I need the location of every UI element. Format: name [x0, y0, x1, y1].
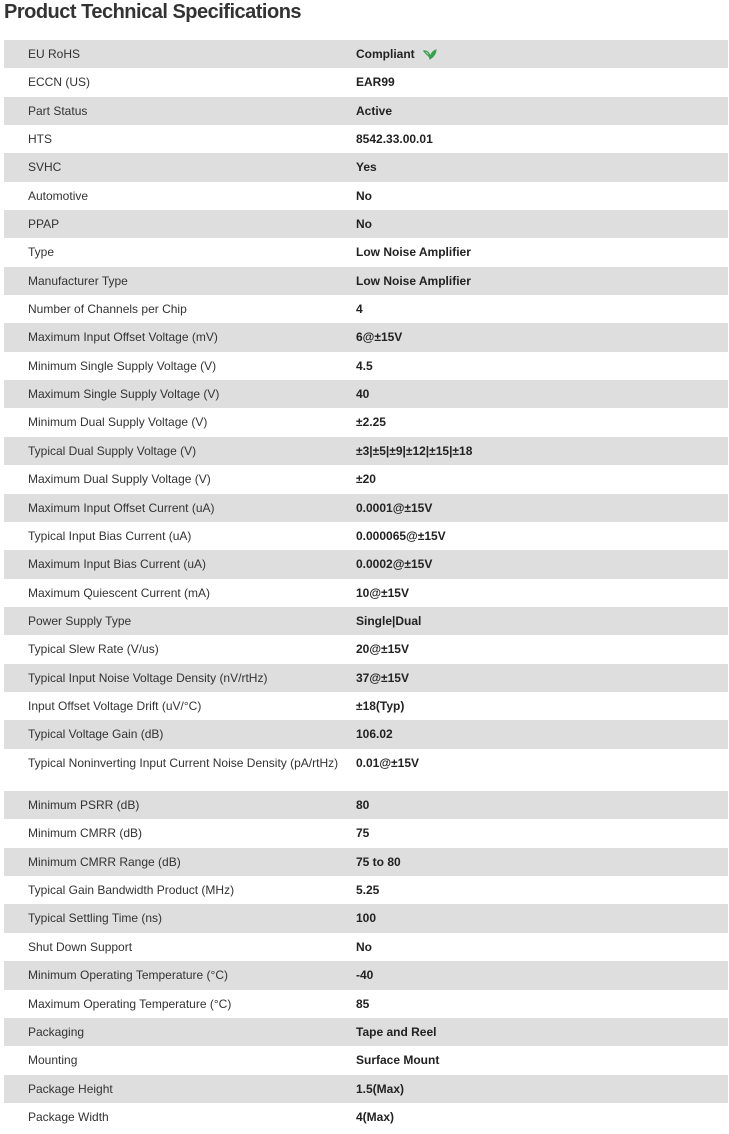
spec-label: Maximum Input Offset Current (uA) — [28, 500, 215, 515]
spec-value — [356, 97, 392, 118]
spec-value-text: 10@±15V — [356, 585, 409, 600]
spec-label: Typical Slew Rate (V/us) — [28, 642, 159, 657]
spec-row — [4, 635, 728, 663]
spec-label: Typical Input Bias Current (uA) — [28, 528, 192, 543]
spec-value-text: 0.000065@±15V — [356, 528, 446, 543]
spec-label: Package Width — [28, 1109, 109, 1124]
spec-value — [356, 68, 395, 89]
spec-value-text: 4.5 — [356, 358, 373, 373]
spec-value-text: 5.25 — [356, 883, 380, 898]
spec-value — [356, 961, 373, 982]
spec-value — [356, 791, 369, 812]
spec-row — [4, 904, 728, 932]
spec-row — [4, 1075, 728, 1103]
spec-value — [356, 550, 432, 571]
spec-label: Minimum CMRR (dB) — [28, 826, 142, 841]
spec-value-text: 100 — [356, 911, 377, 926]
spec-row — [4, 380, 728, 408]
spec-row — [4, 664, 728, 692]
spec-row — [4, 295, 728, 323]
spec-row — [4, 1103, 728, 1131]
spec-value — [356, 990, 369, 1011]
spec-value — [356, 40, 437, 61]
spec-row — [4, 323, 728, 351]
spec-value-text: Low Noise Amplifier — [356, 245, 471, 260]
spec-label: Packaging — [28, 1024, 85, 1039]
spec-value-text: 0.0001@±15V — [356, 500, 433, 515]
leaf-icon — [423, 48, 437, 60]
spec-row — [4, 153, 728, 181]
spec-row — [4, 352, 728, 380]
spec-value-text: ±3|±5|±9|±12|±15|±18 — [356, 443, 473, 458]
spec-value-text: Surface Mount — [356, 1053, 440, 1068]
spec-row — [4, 408, 728, 436]
spec-value-text: -40 — [356, 968, 374, 983]
spec-row — [4, 819, 728, 847]
spec-label: Part Status — [28, 103, 88, 118]
spec-label: Number of Channels per Chip — [28, 302, 187, 317]
spec-label: SVHC — [28, 160, 62, 175]
spec-row — [4, 720, 728, 748]
spec-row — [4, 97, 728, 125]
spec-row — [4, 550, 728, 578]
spec-value — [356, 933, 372, 954]
spec-row — [4, 749, 728, 792]
spec-row — [4, 933, 728, 961]
spec-value-text: 8542.33.00.01 — [356, 132, 433, 147]
spec-value — [356, 125, 433, 146]
spec-label: Typical Settling Time (ns) — [28, 911, 163, 926]
spec-value-text: 0.0002@±15V — [356, 557, 433, 572]
spec-label: EU RoHS — [28, 47, 81, 61]
spec-row — [4, 607, 728, 635]
spec-value-text: ±18(Typ) — [356, 698, 405, 713]
spec-row — [4, 990, 728, 1018]
spec-row — [4, 267, 728, 295]
spec-label: Maximum Input Bias Current (uA) — [28, 557, 207, 572]
specs-table — [4, 40, 728, 1131]
spec-label: Minimum Dual Supply Voltage (V) — [28, 415, 208, 430]
spec-value — [356, 153, 377, 174]
spec-value — [356, 1075, 404, 1096]
spec-value — [356, 904, 376, 925]
spec-value-text: 20@±15V — [356, 642, 409, 657]
spec-label: Typical Voltage Gain (dB) — [28, 727, 164, 742]
spec-value — [356, 494, 432, 515]
spec-value-text: Low Noise Amplifier — [356, 273, 471, 288]
spec-label: Maximum Dual Supply Voltage (V) — [28, 472, 211, 487]
spec-row — [4, 579, 728, 607]
spec-label: Shut Down Support — [28, 939, 133, 954]
spec-value — [356, 1018, 436, 1039]
spec-row — [4, 692, 728, 720]
spec-value-text: 6@±15V — [356, 330, 403, 345]
spec-label: Mounting — [28, 1053, 78, 1068]
spec-value-text: 75 — [356, 826, 370, 841]
spec-row — [4, 494, 728, 522]
spec-value-text: No — [356, 217, 372, 232]
spec-value — [356, 437, 472, 458]
spec-value — [356, 579, 409, 600]
spec-value — [356, 692, 404, 713]
spec-row — [4, 465, 728, 493]
spec-value — [356, 238, 471, 259]
spec-value — [356, 267, 471, 288]
spec-value-text: No — [356, 188, 372, 203]
spec-value — [356, 1103, 394, 1124]
spec-row — [4, 522, 728, 550]
spec-value — [356, 607, 421, 628]
spec-value — [356, 635, 409, 656]
spec-value — [356, 210, 372, 231]
spec-label: Automotive — [28, 188, 89, 203]
spec-value-text: Active — [356, 103, 393, 118]
spec-row — [4, 238, 728, 266]
spec-label: Minimum CMRR Range (dB) — [28, 854, 181, 869]
spec-value-text: Tape and Reel — [356, 1024, 437, 1039]
spec-row — [4, 40, 728, 68]
spec-row — [4, 68, 728, 96]
spec-label: Maximum Input Offset Voltage (mV) — [28, 330, 218, 345]
spec-label: Maximum Single Supply Voltage (V) — [28, 387, 220, 402]
spec-row — [4, 876, 728, 904]
spec-value-text: 75 to 80 — [356, 854, 401, 869]
spec-value — [356, 408, 386, 429]
spec-row — [4, 961, 728, 989]
spec-label: Minimum PSRR (dB) — [28, 798, 140, 813]
spec-value-text: 37@±15V — [356, 670, 409, 685]
spec-value-text: 80 — [356, 798, 370, 813]
spec-value — [356, 352, 373, 373]
spec-label: Maximum Operating Temperature (°C) — [28, 996, 232, 1011]
spec-label: Type — [28, 245, 55, 260]
spec-row — [4, 182, 728, 210]
spec-row — [4, 848, 728, 876]
spec-value-text: 4(Max) — [356, 1109, 395, 1124]
spec-row — [4, 1046, 728, 1074]
spec-value — [356, 720, 393, 741]
spec-value — [356, 380, 369, 401]
spec-label: PPAP — [28, 217, 60, 232]
spec-row — [4, 437, 728, 465]
spec-label: ECCN (US) — [28, 75, 90, 90]
spec-value — [356, 664, 409, 685]
spec-value — [356, 522, 446, 543]
spec-row — [4, 125, 728, 153]
spec-value-text: 4 — [356, 302, 363, 317]
spec-value — [356, 819, 369, 840]
spec-row — [4, 210, 728, 238]
spec-value-text: 1.5(Max) — [356, 1081, 405, 1096]
spec-label: Power Supply Type — [28, 613, 132, 628]
spec-value — [356, 876, 379, 897]
spec-value-text: ±2.25 — [356, 415, 386, 430]
spec-value-text: No — [356, 939, 372, 954]
spec-value — [356, 1046, 439, 1067]
spec-label: Manufacturer Type — [28, 273, 128, 288]
spec-label: Typical Gain Bandwidth Product (MHz) — [28, 883, 235, 898]
spec-value-text: Compliant — [356, 47, 415, 61]
spec-value — [356, 848, 401, 869]
spec-label: Maximum Quiescent Current (mA) — [28, 585, 211, 600]
spec-label: Typical Input Noise Voltage Density (nV/rtHz) — [28, 670, 268, 685]
spec-value — [356, 182, 372, 203]
spec-value-text: 40 — [356, 387, 370, 402]
spec-row — [4, 791, 728, 819]
spec-value-text: 106.02 — [356, 727, 393, 742]
spec-label: Package Height — [28, 1081, 113, 1096]
spec-value-text: ±20 — [356, 472, 376, 487]
spec-value-text: Single|Dual — [356, 613, 422, 628]
spec-label: Minimum Operating Temperature (°C) — [28, 968, 228, 983]
spec-value-text: EAR99 — [356, 75, 395, 90]
spec-value-text: Yes — [356, 160, 377, 175]
spec-label: Minimum Single Supply Voltage (V) — [28, 358, 217, 373]
spec-label: HTS — [28, 132, 52, 147]
page-title: Product Technical Specifications — [4, 1, 302, 23]
spec-label: Typical Noninverting Input Current Noise Density (pA/rtHz) — [28, 755, 339, 770]
spec-value — [356, 295, 363, 316]
spec-label: Typical Dual Supply Voltage (V) — [28, 443, 197, 458]
spec-value — [356, 465, 376, 486]
spec-row — [4, 1018, 728, 1046]
spec-value — [356, 323, 402, 344]
spec-label: Input Offset Voltage Drift (uV/°C) — [28, 698, 202, 713]
spec-value-text: 0.01@±15V — [356, 755, 419, 770]
spec-value-text: 85 — [356, 996, 370, 1011]
spec-value — [356, 749, 419, 770]
